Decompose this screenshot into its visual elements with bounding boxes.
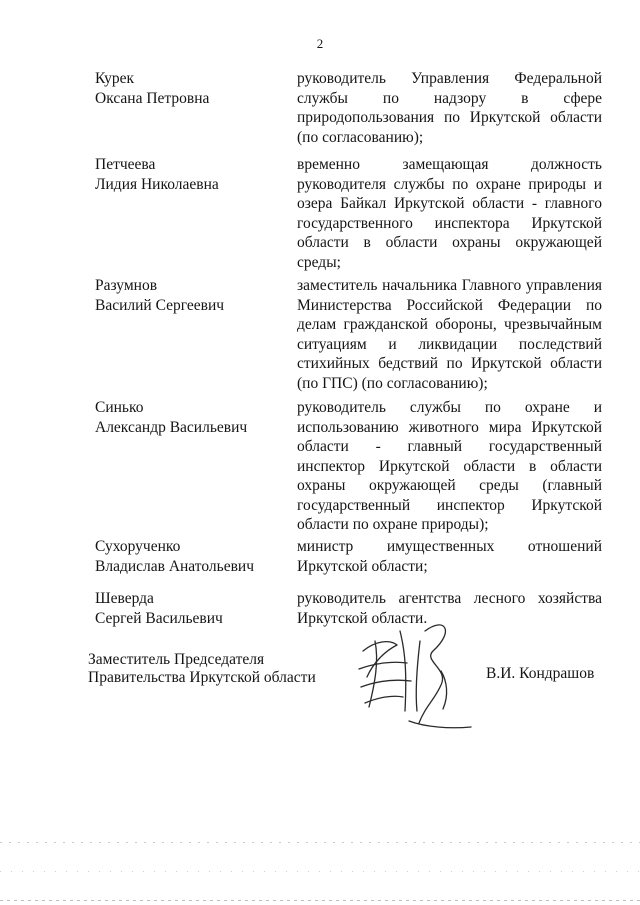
signature-block	[0, 651, 640, 751]
member-given-names: Оксана Петровна	[95, 89, 210, 107]
member-surname: Шеверда	[95, 590, 154, 607]
scan-artifact	[0, 900, 640, 901]
member-name	[95, 589, 275, 628]
signer-title-line: Заместитель Председателя	[88, 651, 265, 668]
member-surname: Курек	[95, 70, 135, 87]
member-name	[95, 155, 275, 194]
member-given-names: Александр Васильевич	[95, 418, 248, 436]
signer-title-line: Правительства Иркутской области	[88, 669, 316, 686]
member-position: министр имущественных отношений Иркутской области;	[297, 538, 602, 575]
signer-title	[88, 651, 348, 687]
member-surname: Сухорученко	[95, 538, 181, 555]
member-position: временно замещающая должность руководителя службы по охране природы и озера Байкал Иркутской области - главного государственного инспектора Иркутской области в области охраны окружающей среды;	[297, 156, 602, 271]
signer-name: В.И. Кондрашов	[486, 665, 595, 682]
member-position: руководитель Управления Федеральной службы по надзору в сфере природопользования по Иркутской области (по согласованию);	[297, 70, 602, 146]
scan-artifact	[0, 842, 640, 843]
member-surname: Разумнов	[95, 277, 158, 294]
member-surname: Синько	[95, 399, 144, 416]
member-given-names: Владислав Анатольевич	[95, 557, 254, 575]
member-surname: Петчеева	[95, 156, 156, 173]
member-position: руководитель службы по охране и использованию животного мира Иркутской области - главный государственный инспектор Иркутской области в области охраны окружающей среды (главный государственный инспектор Иркутской области по охране природы);	[297, 399, 602, 533]
member-name	[95, 398, 275, 437]
member-position: заместитель начальника Главного управления Министерства Российской Федерации по делам гражданской обороны, чрезвычайным ситуациям и ликвидации последствий стихийных бедствий по Иркутской области (по ГПС) (по согласованию);	[297, 277, 602, 392]
member-given-names: Василий Сергеевич	[95, 296, 225, 314]
member-name	[95, 69, 275, 108]
member-given-names: Сергей Васильевич	[95, 609, 223, 627]
scan-artifact	[0, 871, 640, 872]
member-name	[95, 537, 275, 576]
handwritten-signature	[345, 611, 475, 741]
member-name	[95, 276, 275, 315]
member-given-names: Лидия Николаевна	[95, 175, 219, 193]
member-position: руководитель агентства лесного хозяйства Иркутской области.	[297, 590, 602, 627]
page-number: 2	[316, 36, 324, 51]
